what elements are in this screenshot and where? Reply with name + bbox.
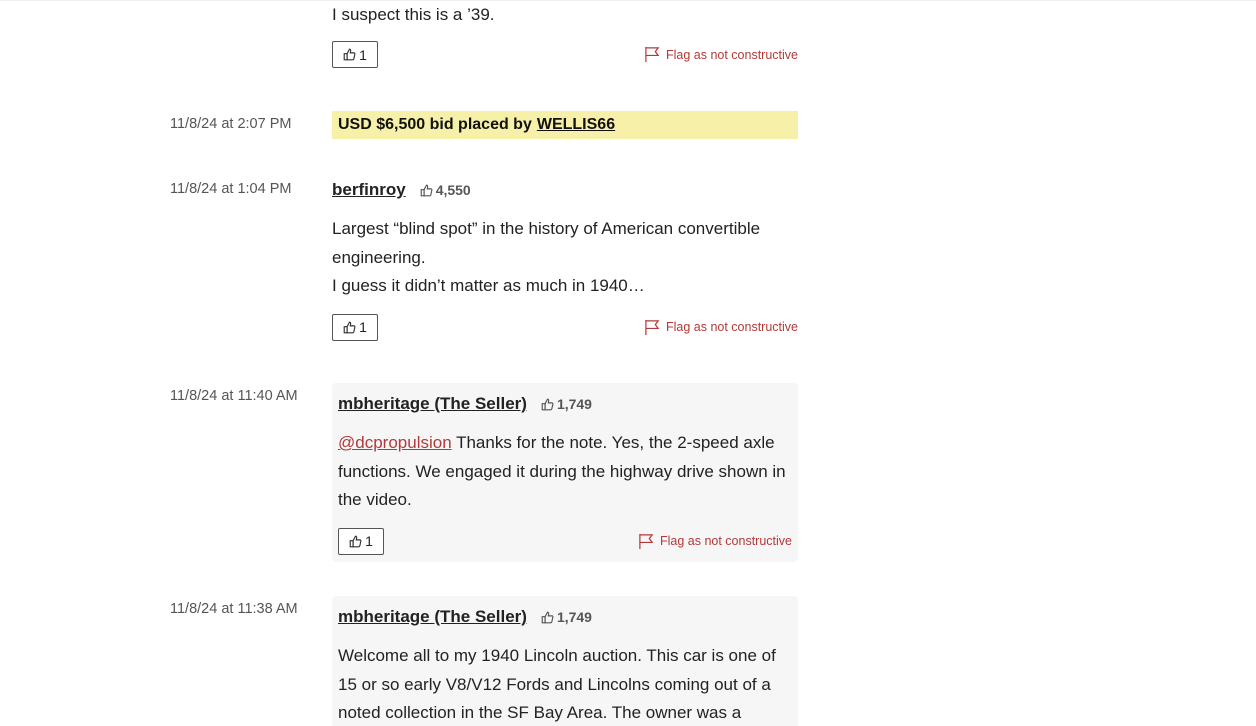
flag-icon [638,533,655,550]
flag-icon [644,46,661,63]
thumbs-up-icon [420,184,433,197]
like-button[interactable]: 1 [332,314,378,341]
flag-icon [644,319,661,336]
author-link[interactable]: berfinroy [332,180,406,199]
comment-header [338,391,792,417]
author-link[interactable]: mbheritage (The Seller) [338,607,527,626]
comment-header [332,177,798,203]
reputation: 1,749 [541,609,592,625]
comment-text: @dcpropulsion Thanks for the note. Yes, the 2-speed axle functions. We engaged it during the highway drive shown in the video. [338,433,786,509]
like-button[interactable]: 1 [338,528,384,555]
comment-timestamp: 11/8/24 at 11:38 AM [170,601,298,617]
flag-not-constructive-link[interactable]: Flag as not constructive [644,319,798,336]
comment-timestamp: 11/8/24 at 1:04 PM [170,181,292,197]
thumbs-up-icon [541,398,554,411]
flag-not-constructive-link[interactable]: Flag as not constructive [638,533,792,550]
thumbs-up-icon [343,321,356,334]
comment-2 [332,177,798,342]
comment-actions [332,314,798,342]
flag-not-constructive-link[interactable]: Flag as not constructive [644,46,798,63]
thumbs-up-icon [343,48,356,61]
comment-0 [332,1,798,69]
thumbs-up-icon [541,611,554,624]
bid-banner: USD $6,500 bid placed by WELLIS66 [332,111,798,139]
like-button[interactable]: 1 [332,41,378,68]
comment-timestamp: 11/8/24 at 11:40 AM [170,388,298,404]
comment-4-seller [332,596,798,726]
thumbs-up-icon [349,535,362,548]
comment-actions [338,528,792,556]
reputation: 4,550 [420,182,471,198]
mention-link[interactable]: @dcpropulsion [338,433,452,452]
comment-text: Welcome all to my 1940 Lincoln auction. This car is one of 15 or so early V8/V12 Fords and Lincolns coming out of a noted collection in the SF Bay Area. The owner was a [338,646,776,722]
comment-actions [332,41,798,69]
comment-text: Largest “blind spot” in the history of American convertible engineering. I guess it didn’t matter as much in 1940… [332,219,761,295]
comment-header [338,604,792,630]
comment-timestamp: 11/8/24 at 2:07 PM [170,116,292,132]
reputation: 1,749 [541,396,592,412]
comment-text: I suspect this is a ’39. [332,5,495,24]
bid-event [332,111,798,139]
comment-3-seller [332,383,798,562]
author-link[interactable]: mbheritage (The Seller) [338,394,527,413]
bidder-link[interactable]: WELLIS66 [536,116,616,133]
